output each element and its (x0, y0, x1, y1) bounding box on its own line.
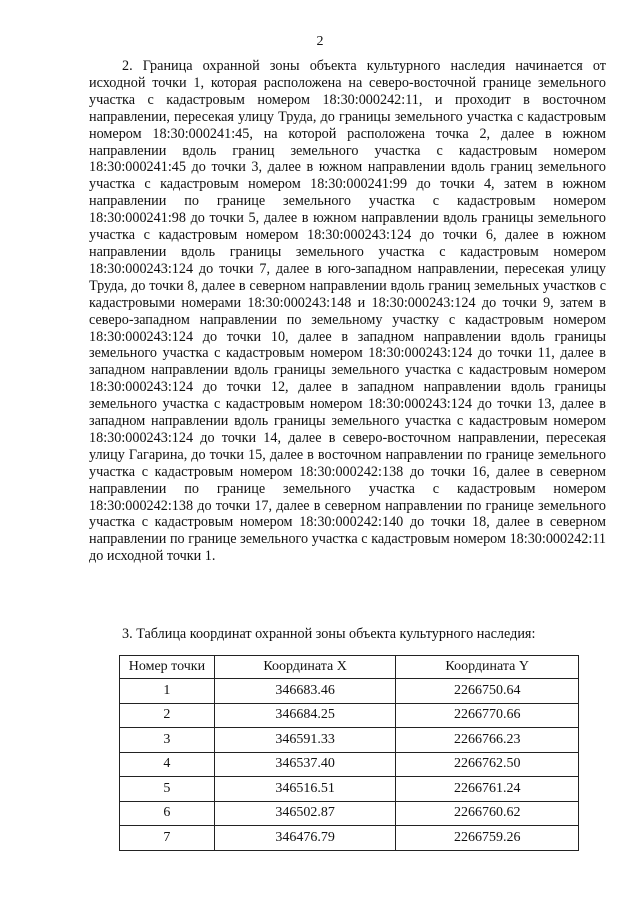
boundary-description-paragraph: 2. Граница охранной зоны объекта культурного наследия начинается от исходной точки 1, которая расположена на северо-восточной границе земельного участка с кадастровым номером 18:30:000242:11, и проходит в восточном направлении, пересекая улицу Труда, до границы земельного участка с кадастровым номером 18:30:000241:45, на которой расположена точка 2, далее в южном направлении вдоль границ земельного участка с кадастровым номером 18:30:000241:45 до точки 3, далее в южном направлении вдоль границ земельного участка с кадастровым номером 18:30:000241:99 до точки 4, затем в южном направлении по границе земельного участка с кадастровым номером 18:30:000241:98 до точки 5, далее в южном направлении вдоль границы земельного участка с кадастровым номером 18:30:000243:124 до точки 6, далее в южном направлении вдоль границы земельного участка с кадастровым номером 18:30:000243:124 до точки 7, далее в юго-западном направлении, пересекая улицу Труда, до точки 8, далее в северном направлении вдоль границ земельных участков с кадастровыми номерами 18:30:000243:148 и 18:30:000243:124 до точки 9, затем в северо-западном направлении по земельному участку с кадастровым номером 18:30:000243:124 до точки 10, далее в западном направлении вдоль границы земельного участка с кадастровым номером 18:30:000243:124 до точки 11, далее в западном направлении вдоль границы земельного участка с кадастровым номером 18:30:000243:124 до точки 12, далее в западном направлении вдоль границы земельного участка с кадастровым номером 18:30:000243:124 до точки 13, далее в западном направлении вдоль границы земельного участка с кадастровым номером 18:30:000243:124 до точки 14, далее в северо-восточном направлении, пересекая улицу Гагарина, до точки 15, далее в восточном направлении по границе земельного участка с кадастровым номером 18:30:000242:138 до точки 16, далее в северном направлении по границе земельного участка с кадастровым номером 18:30:000242:138 до точки 17, далее в северном направлении по границе земельного участка с кадастровым номером 18:30:000242:140 до точки 18, далее в северном направлении по границе земельного участка с кадастровым номером 18:30:000242:11 до исходной точки 1. (89, 58, 606, 565)
cell-point-number: 6 (120, 801, 215, 826)
cell-coordinate-x: 346537.40 (214, 752, 396, 777)
table-row (120, 703, 579, 728)
table-caption: 3. Таблица координат охранной зоны объекта культурного наследия: (122, 626, 536, 642)
cell-point-number: 1 (120, 679, 215, 704)
cell-coordinate-y: 2266759.26 (396, 826, 579, 851)
cell-coordinate-x: 346516.51 (214, 777, 396, 802)
table-row (120, 728, 579, 753)
cell-coordinate-y: 2266766.23 (396, 728, 579, 753)
cell-coordinate-y: 2266762.50 (396, 752, 579, 777)
table-row (120, 826, 579, 851)
cell-coordinate-y: 2266760.62 (396, 801, 579, 826)
cell-coordinate-x: 346502.87 (214, 801, 396, 826)
cell-point-number: 3 (120, 728, 215, 753)
cell-point-number: 7 (120, 826, 215, 851)
cell-coordinate-x: 346683.46 (214, 679, 396, 704)
cell-coordinate-x: 346684.25 (214, 703, 396, 728)
cell-coordinate-y: 2266770.66 (396, 703, 579, 728)
cell-coordinate-x: 346591.33 (214, 728, 396, 753)
cell-coordinate-y: 2266761.24 (396, 777, 579, 802)
table-header-row (120, 656, 579, 679)
table-row (120, 679, 579, 704)
header-coordinate-y: Координата Y (396, 656, 579, 679)
cell-coordinate-y: 2266750.64 (396, 679, 579, 704)
cell-point-number: 4 (120, 752, 215, 777)
header-point-number: Номер точки (120, 656, 215, 679)
cell-coordinate-x: 346476.79 (214, 826, 396, 851)
table-row (120, 752, 579, 777)
page-number: 2 (316, 34, 324, 49)
cell-point-number: 5 (120, 777, 215, 802)
coordinates-table (119, 655, 579, 851)
header-coordinate-x: Координата X (214, 656, 396, 679)
table-row (120, 777, 579, 802)
cell-point-number: 2 (120, 703, 215, 728)
table-row (120, 801, 579, 826)
